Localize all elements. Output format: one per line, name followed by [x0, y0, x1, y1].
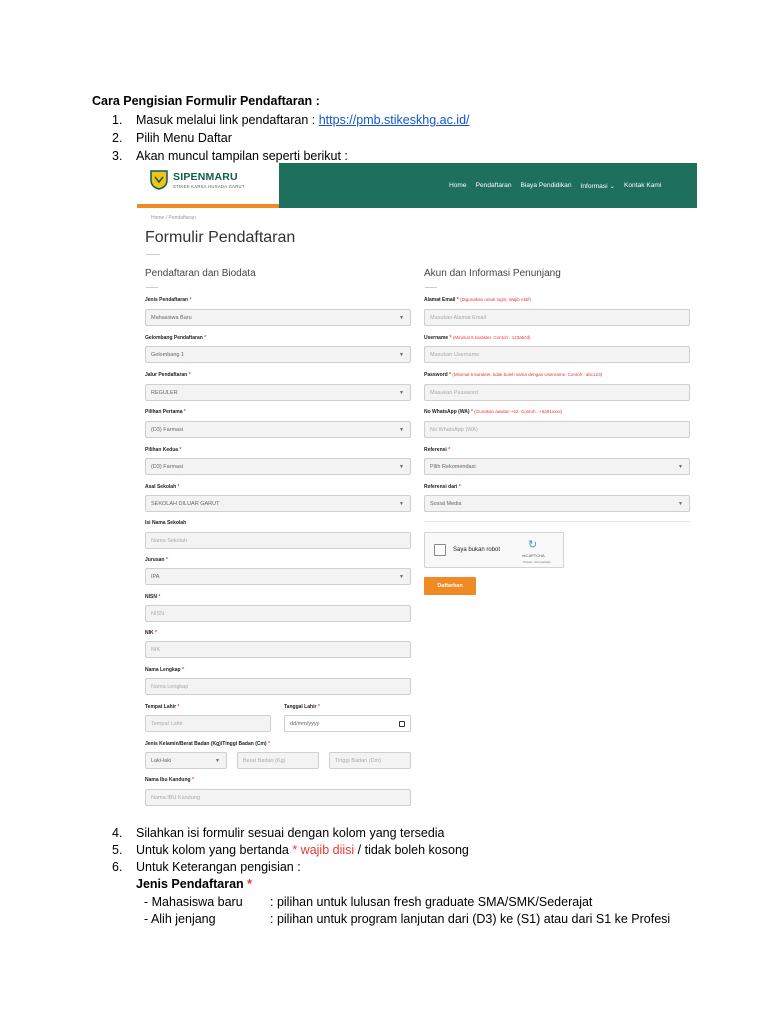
step-text: Pilih Menu Daftar — [136, 131, 232, 145]
chevron-down-icon: ▼ — [399, 315, 404, 321]
step-text: Masuk melalui link pendaftaran : https://pmb.stikeskhg.ac.id/ — [136, 113, 470, 127]
title-divider — [146, 254, 160, 255]
password-input[interactable]: Masukan Password — [424, 384, 690, 401]
nama-sekolah-input[interactable]: Nama Sekolah — [145, 532, 411, 549]
berat-badan-input[interactable]: Berat Badan (Kg) — [237, 752, 319, 769]
step-1 — [112, 111, 470, 129]
recaptcha-links[interactable]: Privasi - Persyaratan — [523, 560, 551, 564]
nisn-input[interactable]: NISN — [145, 605, 411, 622]
option-name: - Alih jenjang — [144, 912, 216, 926]
step-number: 2. — [112, 131, 123, 145]
label-jurusan: Jurusan * — [145, 557, 168, 563]
form-screenshot — [137, 163, 697, 813]
jenis-kelamin-select[interactable]: Laki-laki ▼ — [145, 752, 227, 769]
step-2 — [112, 129, 470, 147]
referensi-dari-select[interactable]: Sosial Media ▼ — [424, 495, 690, 512]
recaptcha-widget — [424, 532, 564, 568]
left-section-title: Pendaftaran dan Biodata — [145, 268, 256, 279]
steps-bottom-list — [112, 825, 469, 876]
recaptcha-icon: ↻ — [528, 539, 538, 551]
step-number: 3. — [112, 149, 123, 163]
username-input[interactable]: Masukan Username — [424, 346, 690, 363]
step-number: 1. — [112, 113, 123, 127]
label-jenis-pendaftaran: Jenis Pendaftaran * — [145, 297, 192, 303]
chevron-down-icon: ▼ — [399, 574, 404, 580]
jenis-pendaftaran-select[interactable]: Mahasiswa Baru ▼ — [145, 309, 411, 326]
document-heading: Cara Pengisian Formulir Pendaftaran : — [92, 94, 320, 108]
page-title: Formulir Pendaftaran — [145, 229, 296, 246]
recaptcha-label: Saya bukan robot — [453, 547, 501, 553]
label-pilihan-kedua: Pilihan Kedua * — [145, 447, 182, 453]
chevron-down-icon: ▼ — [399, 501, 404, 507]
chevron-down-icon: ▼ — [399, 390, 404, 396]
brand-subtitle: STIKES KARSA HUSADA GARUT — [173, 184, 245, 189]
label-tempat-lahir: Tempat Lahir * — [145, 704, 180, 710]
brand-accent-bar — [137, 204, 279, 208]
shield-logo-icon — [150, 170, 168, 190]
chevron-down-icon: ▼ — [215, 758, 220, 764]
nik-input[interactable]: NIK — [145, 641, 411, 658]
tanggal-lahir-input[interactable]: dd/mm/yyyy — [284, 715, 411, 732]
jurusan-select[interactable]: IPA ▼ — [145, 568, 411, 585]
label-asal-sekolah: Asal Sekolah * — [145, 484, 180, 490]
nav-home[interactable]: Home — [449, 182, 467, 189]
right-section-title: Akun dan Informasi Penunjang — [424, 268, 561, 279]
chevron-down-icon: ▼ — [678, 501, 683, 507]
chevron-down-icon: ▼ — [678, 464, 683, 470]
option-description: : pilihan untuk lulusan fresh graduate SMA/SMK/Sederajat — [270, 895, 593, 909]
label-jenis-kelamin: Jenis Kelamin/Berat Badan (Kg)/Tinggi Badan (Cm) * — [145, 741, 270, 747]
recaptcha-checkbox[interactable] — [434, 544, 446, 556]
label-password: Password * (Minimal 6 karakter, tidak boleh sama dengan Username. Contoh : abc123) — [424, 372, 603, 378]
pilihan-kedua-select[interactable]: (D3) Farmasi ▼ — [145, 458, 411, 475]
calendar-icon[interactable] — [399, 721, 405, 727]
breadcrumb: Home / Pendaftaran — [151, 215, 196, 221]
step-6 — [112, 859, 469, 876]
tinggi-badan-input[interactable]: Tinggi Badan (Cm) — [329, 752, 411, 769]
asal-sekolah-select[interactable]: SEKOLAH DILUAR GARUT ▼ — [145, 495, 411, 512]
label-referensi: Referensi * — [424, 447, 451, 453]
label-nik: NIK * — [145, 630, 157, 636]
option-alih-jenjang — [144, 912, 670, 926]
step-text: Untuk kolom yang bertanda * wajib diisi / tidak boleh kosong — [136, 843, 469, 857]
label-gelombang: Gelombang Pendaftaran * — [145, 335, 207, 341]
label-nama-sekolah: Isi Nama Sekolah — [145, 520, 187, 526]
pilihan-pertama-select[interactable]: (D3) Farmasi ▼ — [145, 421, 411, 438]
left-section-divider — [146, 287, 158, 288]
jenis-pendaftaran-heading: Jenis Pendaftaran * — [136, 877, 253, 891]
nav-kontak[interactable]: Kontak Kami — [623, 182, 662, 189]
chevron-down-icon: ▼ — [399, 464, 404, 470]
label-jalur: Jalur Pendaftaran * — [145, 372, 191, 378]
step-number: 4. — [112, 826, 123, 840]
label-nama-ibu: Nama Ibu Kandung * — [145, 777, 194, 783]
nav-biaya[interactable]: Biaya Pendidikan — [520, 182, 572, 189]
label-email: Alamat Email * (Digunakan untuk login, Wajib Aktif) — [424, 297, 532, 303]
brand-name: SIPENMARU — [173, 171, 238, 183]
nav-pendaftaran[interactable]: Pendaftaran — [475, 182, 512, 189]
chevron-down-icon: ▼ — [399, 352, 404, 358]
label-username: Username * (Minimal 6 karakter. Contoh : 123abcd) — [424, 335, 531, 341]
nav-menu — [279, 163, 697, 208]
step-text: Untuk Keterangan pengisian : — [136, 860, 301, 874]
step-text: Akan muncul tampilan seperti berikut : — [136, 149, 348, 163]
daftarkan-button[interactable]: Daftarkan — [424, 577, 476, 595]
label-pilihan-pertama: Pilihan Pertama * — [145, 409, 186, 415]
nama-ibu-input[interactable]: Nama IBU Kandung — [145, 789, 411, 806]
option-description: : pilihan untuk program lanjutan dari (D3) ke (S1) atau dari S1 ke Profesi — [270, 912, 671, 926]
nav-informasi[interactable]: Informasi ⌄ — [580, 182, 615, 190]
tempat-lahir-input[interactable]: Tempat Lahir — [145, 715, 271, 732]
step-number: 6. — [112, 860, 123, 874]
step-number: 5. — [112, 843, 123, 857]
option-mahasiswa-baru — [144, 895, 592, 909]
step-4 — [112, 825, 469, 842]
section-divider — [424, 521, 690, 522]
jalur-select[interactable]: REGULER ▼ — [145, 384, 411, 401]
email-input[interactable]: Masukan Alamat Email — [424, 309, 690, 326]
nama-lengkap-input[interactable]: Nama Lengkap — [145, 678, 411, 695]
step-5 — [112, 842, 469, 859]
step-text: Silahkan isi formulir sesuai dengan kolom yang tersedia — [136, 826, 445, 840]
label-tanggal-lahir: Tanggal Lahir * — [284, 704, 320, 710]
steps-top-list — [112, 111, 470, 165]
label-nisn: NISN * — [145, 594, 161, 600]
brand[interactable] — [137, 163, 279, 208]
whatsapp-input[interactable]: No WhatsApp (WA) — [424, 421, 690, 438]
top-navbar — [137, 163, 697, 208]
registration-link[interactable]: https://pmb.stikeskhg.ac.id/ — [318, 113, 470, 127]
option-name: - Mahasiswa baru — [144, 895, 243, 909]
label-nama-lengkap: Nama Lengkap * — [145, 667, 184, 673]
chevron-down-icon: ▼ — [399, 427, 404, 433]
referensi-select[interactable]: Pilih Rekomendasi ▼ — [424, 458, 690, 475]
label-referensi-dari: Referensi dari * — [424, 484, 461, 490]
recaptcha-brand: reCAPTCHA — [522, 553, 545, 558]
right-section-divider — [425, 287, 437, 288]
gelombang-select[interactable]: Gelombang 1 ▼ — [145, 346, 411, 363]
label-whatsapp: No WhatsApp (WA) * (Gunakan awalan +62. Contoh : +6281xxxx) — [424, 409, 563, 415]
